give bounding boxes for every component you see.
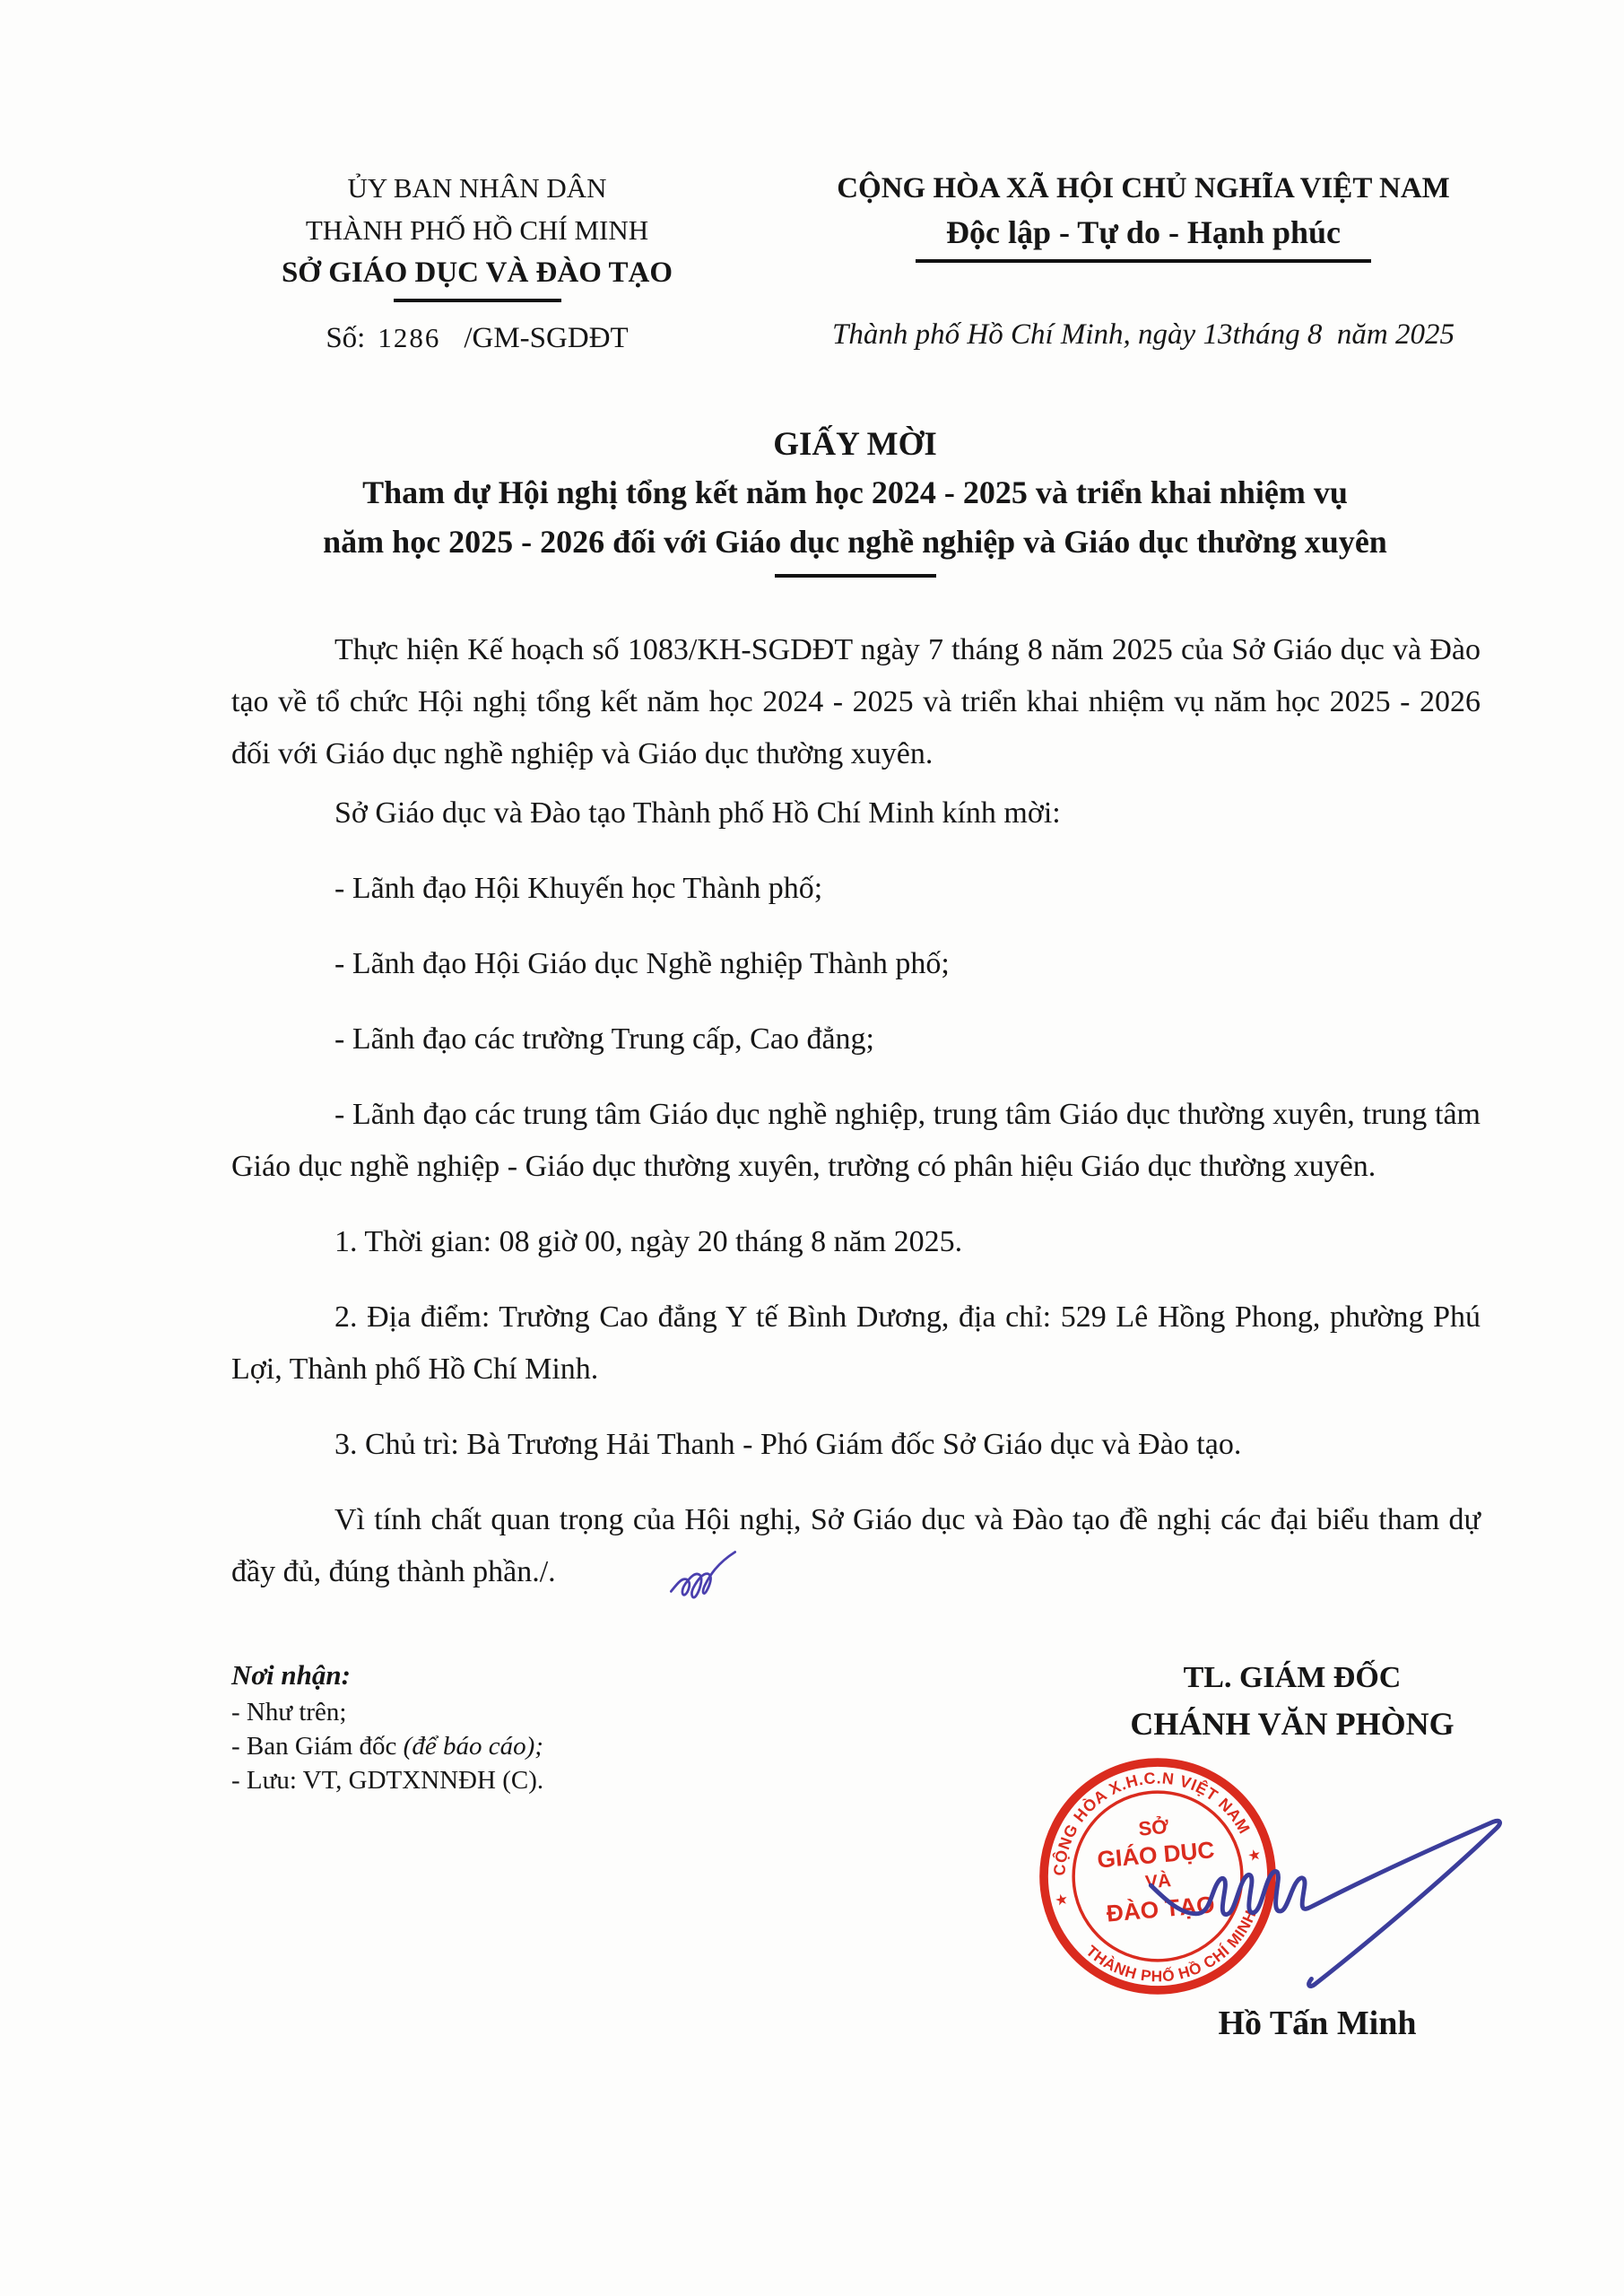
document-number-label: Số: [326, 322, 366, 354]
document-number-value: 1286 [378, 322, 441, 353]
seal-and-signature-area [996, 1756, 1588, 2009]
motto-underline [916, 259, 1371, 263]
issuing-agency-block [230, 167, 725, 355]
title-block [0, 422, 1624, 578]
place-dateline: Thành phố Hồ Chí Minh, ngày 13tháng 8 năm 2025 [832, 318, 1455, 351]
signer-name: Hồ Tấn Minh [1218, 2005, 1417, 2042]
document-number-suffix: /GM-SGDĐT [464, 322, 629, 354]
agency-underline [394, 299, 561, 302]
parent-agency: ỦY BAN NHÂN DÂN [347, 172, 607, 204]
meeting-time: 1. Thời gian: 08 giờ 00, ngày 20 tháng 8 năm 2025. [334, 1225, 963, 1258]
stamp-star-left-icon: ★ [1053, 1890, 1071, 1910]
document-footer [0, 1656, 1624, 2043]
document-subtitle-line2: năm học 2025 - 2026 đối với Giáo dục nghề nghiệp và Giáo dục thường xuyên [323, 524, 1387, 560]
signature-authority: TL. GIÁM ĐỐC [1183, 1661, 1402, 1694]
recipient-item: - Như trên; [231, 1698, 347, 1726]
document-subtitle-line1: Tham dự Hội nghị tổng kết năm học 2024 - 2025 và triển khai nhiệm vụ [362, 474, 1348, 510]
stamp-star-right-icon: ★ [1246, 1845, 1264, 1866]
invitee-item: - Lãnh đạo Hội Giáo dục Nghề nghiệp Thành phố; [334, 947, 950, 980]
stamp-center-line2: GIÁO DỤC [1096, 1836, 1216, 1874]
meeting-chair: 3. Chủ trì: Bà Trương Hải Thanh - Phó Giám đốc Sở Giáo dục và Đào tạo. [334, 1428, 1242, 1461]
title-underline [775, 574, 936, 578]
paragraph-basis: Thực hiện Kế hoạch số 1083/KH-SGDĐT ngày 7 tháng 8 năm 2025 của Sở Giáo dục và Đào tạo về tổ chức Hội nghị tổng kết năm học 2024 - 2025 và triển khai nhiệm vụ năm học 2025 - 2026 đối với Giáo dục nghề nghiệp và Giáo dục thường xuyên. [231, 633, 1481, 770]
recipients-block [231, 1656, 769, 2043]
stamp-center-line4: ĐÀO TẠO [1105, 1891, 1216, 1927]
national-header-block [757, 167, 1530, 355]
document-body [0, 624, 1624, 1622]
document-type-title: GIẤY MỜI [773, 426, 937, 463]
closing-text: Vì tính chất quan trọng của Hội nghị, Sở Giáo dục và Đào tạo đề nghị các đại biểu tham dự đầy đủ, đúng thành phần./. [231, 1503, 1481, 1588]
signature-role: CHÁNH VĂN PHÒNG [1130, 1706, 1455, 1742]
invitee-item: - Lãnh đạo các trung tâm Giáo dục nghề nghiệp, trung tâm Giáo dục thường xuyên, trung tâm Giáo dục nghề nghiệp - Giáo dục thường xuyên, trường có phân hiệu Giáo dục thường xuyên. [231, 1098, 1481, 1183]
invitee-item: - Lãnh đạo Hội Khuyến học Thành phố; [334, 872, 823, 905]
issuing-agency-name: SỞ GIÁO DỤC VÀ ĐÀO TẠO [281, 257, 673, 289]
handwritten-signature [1147, 1781, 1527, 2002]
national-title: CỘNG HÒA XÃ HỘI CHỦ NGHĨA VIỆT NAM [837, 172, 1450, 204]
parent-agency-city: THÀNH PHỐ HỒ CHÍ MINH [305, 214, 649, 246]
stamp-center-line1: SỞ [1137, 1814, 1170, 1840]
stamp-arc-top-text: CỘNG HÒA X.H.C.N VIỆT NAM [1050, 1769, 1254, 1876]
stamp-center-line3: VÀ [1144, 1870, 1172, 1893]
recipient-note: (để báo cáo); [403, 1732, 543, 1761]
document-header [0, 0, 1624, 355]
stamp-arc-bottom-text: THÀNH PHỐ HỒ CHÍ MINH [1082, 1907, 1260, 1986]
recipient-item: - Ban Giám đốc (để báo cáo); [231, 1732, 543, 1761]
closing-paragraph [231, 1494, 1481, 1622]
document-number [230, 322, 725, 355]
recipients-heading: Nơi nhận: [231, 1659, 351, 1691]
invitee-item: - Lãnh đạo các trường Trung cấp, Cao đẳng; [334, 1022, 874, 1056]
recipient-item: - Lưu: VT, GDTXNNĐH (C). [231, 1766, 544, 1795]
meeting-place: 2. Địa điểm: Trường Cao đẳng Y tế Bình Dương, địa chỉ: 529 Lê Hồng Phong, phường Phú Lợi, Thành phố Hồ Chí Minh. [231, 1300, 1481, 1386]
initial-paraph-mark [561, 1547, 742, 1622]
signature-block [996, 1656, 1588, 2043]
paragraph-invitation: Sở Giáo dục và Đào tạo Thành phố Hồ Chí Minh kính mời: [334, 796, 1061, 830]
national-motto: Độc lập - Tự do - Hạnh phúc [945, 214, 1342, 250]
